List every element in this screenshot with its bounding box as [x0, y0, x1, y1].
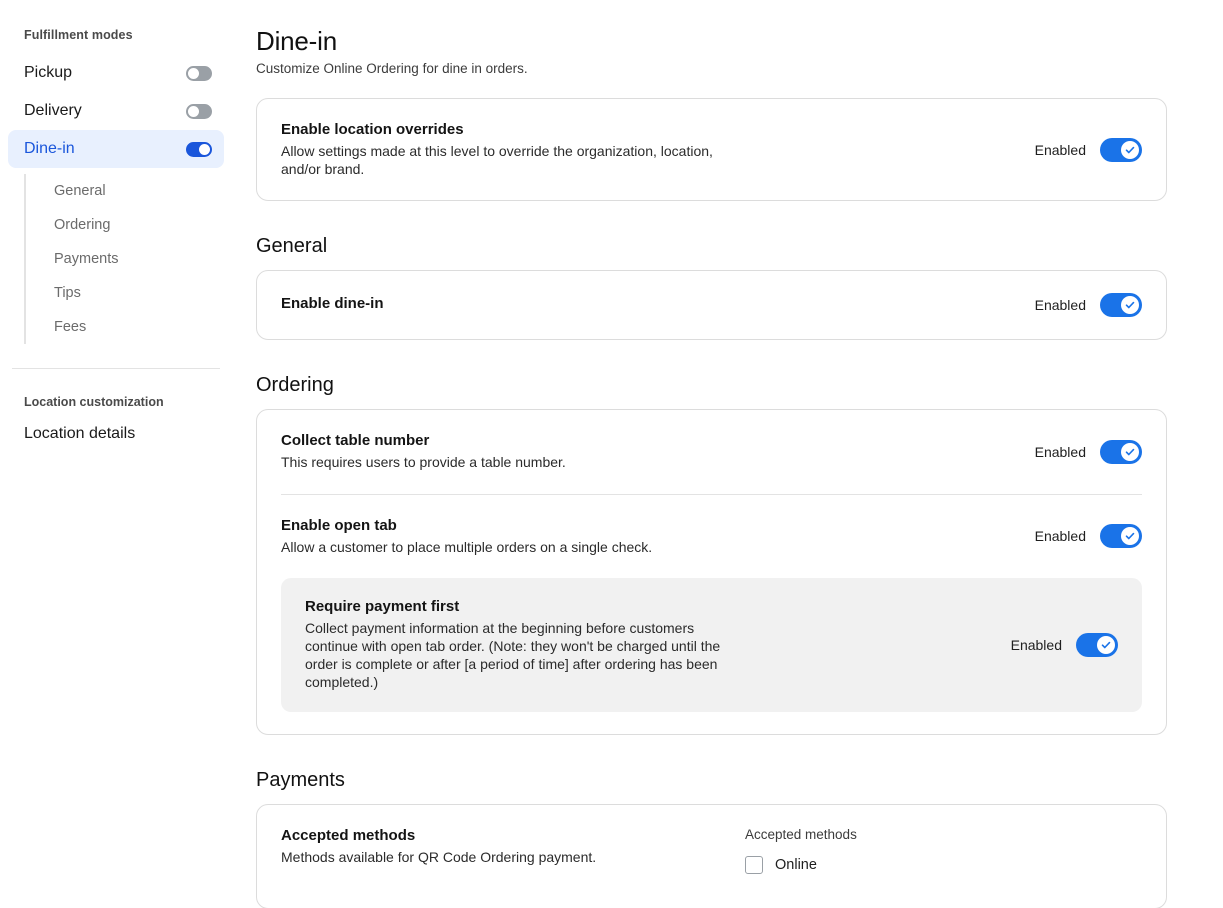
delivery-toggle[interactable]	[186, 104, 212, 119]
sidebar	[0, 0, 232, 908]
check-icon	[1124, 446, 1136, 458]
check-icon	[1124, 530, 1136, 542]
dine-in-toggle[interactable]	[186, 142, 212, 157]
row-text	[281, 827, 721, 866]
location-overrides-row	[257, 99, 1166, 200]
toggle-knob	[1121, 141, 1139, 159]
online-checkbox[interactable]	[745, 856, 763, 874]
sidebar-item-label: Pickup	[24, 64, 73, 81]
enable-dine-in-row	[257, 271, 1166, 339]
row-text	[305, 598, 735, 692]
row-title: Enable dine-in	[281, 294, 384, 312]
page-subtitle: Customize Online Ordering for dine in orders.	[256, 61, 528, 76]
row-title: Accepted methods	[281, 826, 416, 844]
row-description: Allow a customer to place multiple orders on a single check.	[281, 538, 653, 555]
pickup-toggle[interactable]	[186, 66, 212, 81]
sidebar-item-payments[interactable]: Payments	[54, 251, 119, 267]
accepted-methods-row	[257, 805, 1166, 908]
require-payment-first-row	[281, 578, 1142, 712]
status-label: Enabled	[1034, 528, 1086, 545]
toggle-knob	[1097, 636, 1115, 654]
row-title: Enable location overrides	[281, 121, 464, 138]
toggle-knob	[188, 106, 199, 117]
field-label: Accepted methods	[745, 826, 857, 842]
checkbox-label: Online	[775, 856, 817, 873]
sidebar-item-label: Dine-in	[24, 140, 75, 157]
row-text	[281, 432, 751, 471]
toggle-knob	[1121, 527, 1139, 545]
row-description: This requires users to provide a table number.	[281, 454, 566, 471]
section-title-ordering: Ordering	[256, 374, 334, 397]
general-card	[256, 270, 1167, 340]
sidebar-item-label: Delivery	[24, 102, 82, 119]
enable-open-tab-row	[257, 495, 1166, 578]
status-label: Enabled	[1010, 636, 1062, 653]
collect-table-number-toggle[interactable]	[1100, 440, 1142, 464]
require-payment-first-toggle[interactable]	[1076, 633, 1118, 657]
row-control-group	[1035, 524, 1142, 548]
accepted-method-online[interactable]	[745, 856, 1142, 874]
sidebar-item-tips[interactable]: Tips	[54, 285, 81, 301]
row-title: Enable open tab	[281, 516, 397, 534]
accepted-methods-field	[745, 827, 1142, 886]
sidebar-item-dine-in[interactable]	[8, 130, 224, 168]
row-control-group	[1035, 293, 1142, 317]
sidebar-item-delivery[interactable]	[8, 92, 224, 130]
sidebar-section-label-fulfillment: Fulfillment modes	[24, 28, 133, 42]
row-text	[281, 121, 751, 178]
toggle-knob	[188, 68, 199, 79]
collect-table-number-row	[257, 410, 1166, 493]
row-control-group	[1035, 138, 1142, 162]
payments-card	[256, 804, 1167, 908]
enable-open-tab-toggle[interactable]	[1100, 524, 1142, 548]
row-title: Collect table number	[281, 432, 430, 450]
status-label: Enabled	[1034, 141, 1086, 158]
ordering-card	[256, 409, 1167, 734]
location-overrides-card	[256, 98, 1167, 201]
row-text	[281, 517, 751, 556]
sidebar-item-general[interactable]: General	[54, 183, 106, 199]
row-description: Methods available for QR Code Ordering payment.	[281, 848, 597, 865]
toggle-knob	[199, 144, 210, 155]
check-icon	[1124, 144, 1136, 156]
row-control-group	[1035, 440, 1142, 464]
toggle-knob	[1121, 443, 1139, 461]
row-control-group	[1011, 633, 1118, 657]
check-icon	[1124, 299, 1136, 311]
row-description: Collect payment information at the beginning before customers continue with open tab order. (Note: they won't be charged until the order is complete or after [a period of time] after ordering has been completed.)	[305, 619, 721, 691]
sidebar-item-pickup[interactable]	[8, 54, 224, 92]
enable-dine-in-toggle[interactable]	[1100, 293, 1142, 317]
location-overrides-toggle[interactable]	[1100, 138, 1142, 162]
toggle-knob	[1121, 296, 1139, 314]
sidebar-item-fees[interactable]: Fees	[54, 319, 87, 335]
row-title: Require payment first	[305, 597, 460, 615]
section-title-general: General	[256, 235, 328, 258]
row-description: Allow settings made at this level to override the organization, location, and/or brand.	[281, 143, 713, 178]
sidebar-section-label-location-customization: Location customization	[24, 395, 164, 409]
sidebar-divider	[12, 368, 220, 369]
sidebar-item-ordering[interactable]: Ordering	[54, 217, 111, 233]
section-title-payments: Payments	[256, 768, 345, 791]
sidebar-subnav	[24, 174, 232, 344]
row-text	[281, 295, 751, 316]
page-title: Dine-in	[256, 26, 337, 56]
sidebar-item-location-details[interactable]: Location details	[24, 425, 136, 442]
status-label: Enabled	[1034, 297, 1086, 314]
check-icon	[1100, 639, 1112, 651]
status-label: Enabled	[1034, 443, 1086, 460]
main-content	[256, 0, 1223, 908]
